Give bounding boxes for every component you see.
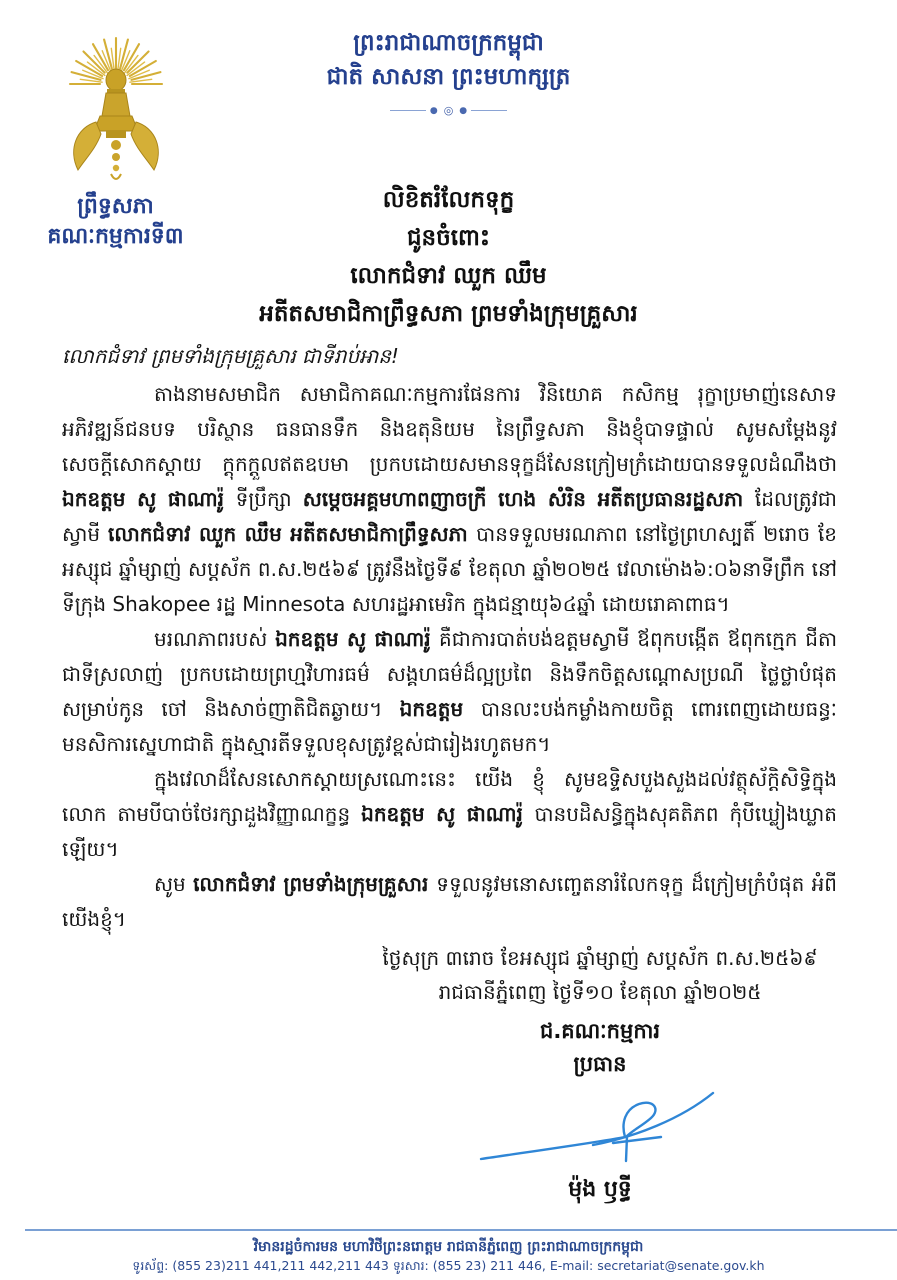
- p2-excellency: ឯកឧត្តម: [399, 697, 482, 721]
- date-block: [330, 941, 870, 1009]
- p4-recipient: លោកជំទាវ ព្រមទាំងក្រុមគ្រួសារ: [193, 872, 437, 896]
- p4-text: ទទួលនូវមនោសញ្ចេតនារំលែកទុក្ខ ដ៏ក្រៀមក្រំបំផុត អំពីយើងខ្ញុំ។: [62, 872, 837, 931]
- divider-ornament-icon: ◎: [443, 104, 454, 117]
- p2-text: មរណភាពរបស់: [154, 627, 276, 651]
- divider-line-right: [471, 110, 507, 111]
- paragraph-1: [62, 377, 837, 622]
- senate-emblem-icon: [56, 34, 176, 186]
- national-motto: ជាតិ សាសនា ព្រះមហាក្សត្រ: [326, 64, 571, 90]
- commission-label: គណៈកម្មការទី៣: [47, 224, 184, 249]
- p2-text: គឺជាការបាត់បង់ឧត្តមស្វាមី ឪពុកបង្កើត ឪពុកក្មេក ជីតាជាទីស្រលាញ់ ប្រកបដោយព្រហ្មវិហារធម៌ សង្គហធម៌ដ៏ល្អប្រពៃ និងទឹកចិត្តសណ្តោសប្រណី ថ្លៃថ្លាបំផុតសម្រាប់កូន ចៅ និងសាច់ញាតិជិតឆ្ងាយ។: [62, 627, 838, 721]
- date-line-gregorian: រាជធានីភ្នំពេញ ថ្ងៃទី១០ ខែតុលា ឆ្នាំ២០២៥: [438, 980, 762, 1004]
- signer-name: ម៉ុង ឫទ្ធី: [568, 1177, 632, 1202]
- senate-emblem-block: [8, 34, 223, 254]
- signature-block: [330, 1013, 870, 1207]
- p4-text: សូម: [154, 872, 194, 896]
- divider-dot-right: ●: [459, 105, 468, 116]
- letter-title: លិខិតរំលែកទុក្ខ: [382, 187, 515, 213]
- signer-title: ប្រធាន: [573, 1052, 627, 1076]
- recipient-name: លោកជំទាវ ឈួក ឈឹម: [350, 263, 547, 289]
- senate-label: ព្រឹទ្ធសភា: [77, 194, 154, 219]
- footer-address: វិមានរដ្ឋចំការមន មហាវិថីព្រះនរោត្តម រាជធានីភ្នំពេញ ព្រះរាជាណាចក្រកម្ពុជា: [253, 1239, 644, 1255]
- p3-text: បានបដិសន្ធិក្នុងសុគតិភព កុំបីឃ្លៀងឃ្លាតឡើយ។: [62, 802, 837, 861]
- p1-text: តាងនាមសមាជិក សមាជិកាគណៈកម្មការផែនការ វិនិយោគ កសិកម្ម រុក្ខាប្រមាញ់នេសាទ អភិវឌ្ឍន៍ជនបទ បរិស្ថាន ធនធានទឹក និងឧតុនិយម នៃព្រឹទ្ធសភា និងខ្ញុំបាទផ្ទាល់ សូមសម្តែងនូវសេចក្តីសោកស្តាយ ក្តុកក្តួលឥតឧបមា ប្រកបដោយសមានទុក្ខដ៏សែនក្រៀមក្រំដោយបានទទួលដំណឹងថា: [62, 382, 837, 476]
- signature-on-behalf: ជ.គណៈកម្មការ: [539, 1019, 660, 1043]
- letter-body: [62, 377, 837, 937]
- paragraph-4: [62, 867, 837, 937]
- p3-text: ក្នុងវេលាដ៏សែនសោកស្តាយស្រណោះនេះ យើង ខ្ញុំ សូមឧទ្ទិសបួងសួងដល់វត្ថុស័ក្តិសិទ្ធិក្នុងលោក តាមបីបាច់ថែរក្សាដួងវិញ្ញាណក្ខន្ធ: [62, 767, 837, 826]
- paragraph-3: [62, 762, 837, 867]
- salutation: លោកជំទាវ ព្រមទាំងក្រុមគ្រួសារ ជាទីរាប់អាន!: [62, 344, 399, 368]
- paragraph-2: [62, 622, 837, 762]
- date-line-lunar: ថ្ងៃសុក្រ ៣រោច ខែអស្សុជ ឆ្នាំម្សាញ់ សប្តស័ក ព.ស.២៥៦៩: [382, 946, 818, 970]
- p2-text: បានលះបង់កម្លាំងកាយចិត្ត ពោរពេញដោយធន្ធៈមនសិការស្នេហាជាតិ ក្នុងស្មារតីទទួលខុសត្រូវខ្ពស់ជារៀងរហូតមក។: [62, 697, 837, 756]
- letter-to-label: ជូនចំពោះ: [406, 225, 491, 251]
- recipient-title: អតីតសមាជិកាព្រឹទ្ធសភា ព្រមទាំងក្រុមគ្រួសារ: [259, 301, 638, 327]
- signature-handwriting: [475, 1085, 725, 1167]
- p1-name-chhouk-chhim: លោកជំទាវ ឈួក ឈឹម អតីតសមាជិកាព្រឹទ្ធសភា: [108, 522, 477, 546]
- p3-name-so-phanaro: ឯកឧត្តម សូ ផាណារ៉ូ: [361, 802, 535, 826]
- p1-name-heng-samrin: សម្តេចអគ្គមហាពញាចក្រី ហេង សំរិន អតីតប្រធានរដ្ឋសភា: [302, 487, 755, 511]
- p1-name-so-phanaro: ឯកឧត្តម សូ ផាណារ៉ូ: [62, 487, 236, 511]
- p2-name-so-phanaro: ឯកឧត្តម សូ ផាណារ៉ូ: [275, 627, 440, 651]
- divider-line-left: [390, 110, 426, 111]
- p1-text: ដែលត្រូវជាស្វាមី: [62, 487, 837, 546]
- p1-text: ទីប្រឹក្សា: [235, 487, 303, 511]
- footer-rule: [25, 1229, 897, 1231]
- footer-contacts: ទូរស័ព្ទ: (855 23)211 441,211 442,211 443 ទូរសារ: (855 23) 211 446, E-mail: secretariat@senate.gov.kh: [132, 1258, 765, 1273]
- page-footer: [0, 1229, 897, 1280]
- p1-text: បានទទួលមរណភាព នៅថ្ងៃព្រហស្បតិ៍ ២រោច ខែអស្សុជ ឆ្នាំម្សាញ់ សប្តស័ក ព.ស.២៥៦៩ ត្រូវនឹងថ្ងៃទី៩ ខែតុលា ឆ្នាំ២០២៥ វេលាម៉ោង៦:០៦នាទីព្រឹក នៅទីក្រុង Shakopee រដ្ឋ Minnesota សហរដ្ឋអាមេរិក ក្នុងជន្មាយុ៦៤ឆ្នាំ ដោយរោគាពាធ។: [62, 522, 837, 616]
- divider-dot-left: ●: [429, 105, 438, 116]
- kingdom-title: ព្រះរាជាណាចក្រកម្ពុជា: [353, 30, 544, 56]
